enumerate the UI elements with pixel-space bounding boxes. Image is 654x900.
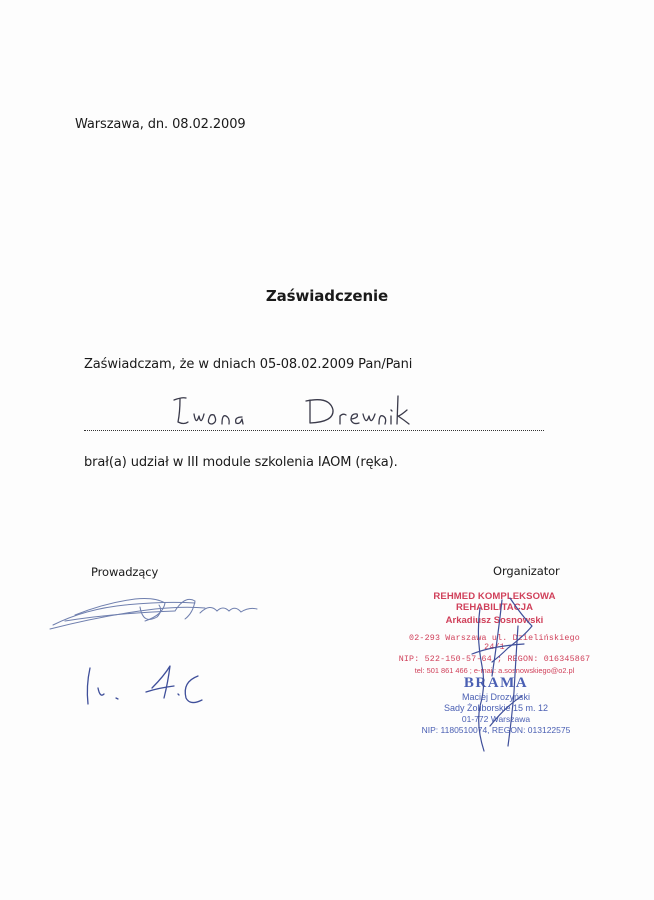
instructor-signature-1 <box>45 585 265 635</box>
name-dotted-line <box>84 430 544 431</box>
statement-text: brał(a) udział w III module szkolenia IAOM (ręka). <box>84 455 398 470</box>
rehmed-stamp-line5: tel: 501 861 466 ; e-mail: a.sosnowskiego@o2.pl <box>414 666 575 675</box>
rehmed-stamp-line3: 02-293 Warszawa ul. Dzielińskiego 24/1 <box>409 634 580 652</box>
brama-stamp-line4: 01-772 Warszawa <box>461 714 531 724</box>
intro-text: Zaświadczam, że w dniach 05-08.02.2009 Pan/Pani <box>84 357 413 372</box>
document-title: Zaświadczenie <box>265 287 389 305</box>
rehmed-stamp-line1: REHMED KOMPLEKSOWA REHABILITACJA <box>433 591 556 613</box>
rehmed-stamp-line2: Arkadiusz Sosnowski <box>445 615 544 626</box>
instructor-signature-2 <box>78 658 218 710</box>
organizer-label: Organizator <box>493 564 560 578</box>
rehmed-stamp-line4: NIP: 522-150-57-64 ; REGON: 016345867 <box>398 655 591 664</box>
place-date: Warszawa, dn. 08.02.2009 <box>75 117 246 132</box>
participant-name-handwriting <box>170 392 470 434</box>
organizer-signature <box>462 596 552 756</box>
brama-stamp-line5: NIP: 1180510074, REGON: 013122575 <box>421 725 571 735</box>
brama-stamp-line3: Sady Żoliborskie 15 m. 12 <box>443 703 549 713</box>
instructor-label: Prowadzący <box>91 565 159 579</box>
brama-stamp-line1: BRAMA <box>463 675 529 691</box>
brama-stamp-line2: Maciej Drozyński <box>461 692 530 702</box>
